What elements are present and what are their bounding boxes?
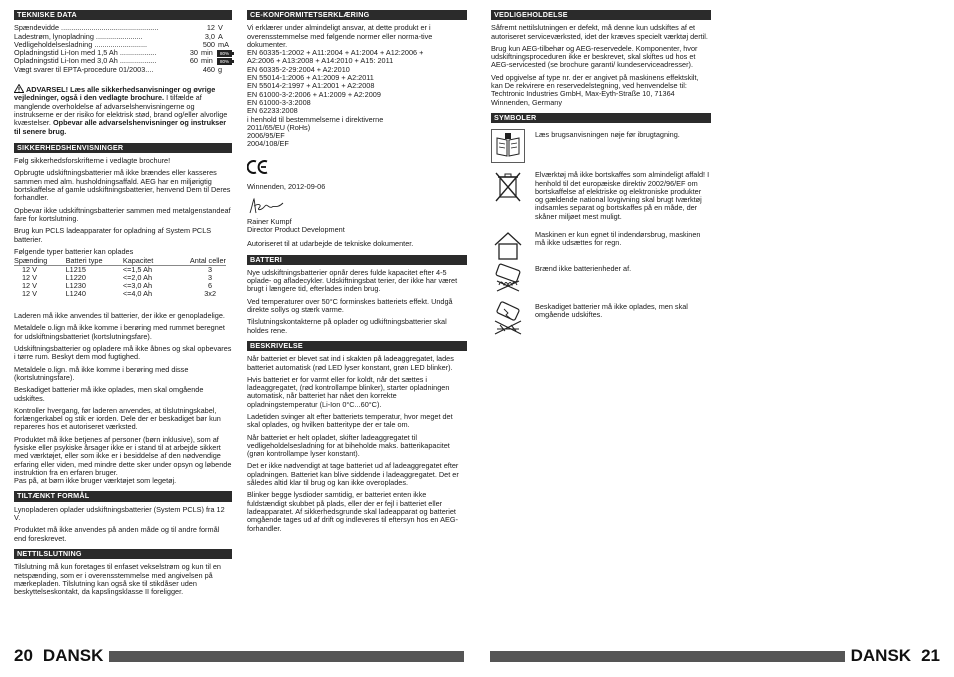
- safety-p1: Følg sikkerhedsforskrifterne i vedlagte brochure!: [14, 156, 171, 166]
- mains-p1: Tilslutning må kun foretages til enfaset vekselstrøm og kun til en netspænding, som er i overensstemmelse med angivelsen på mærkepladen. Tilslutning kan også ske til stikdåser uden beskyttelseskontakt, da kapslingsklasse II foreligger.: [14, 562, 221, 597]
- safety-p10: Beskadiget batterier må ikke oplades, men skal omgående udskiftes.: [14, 385, 204, 403]
- description-p3: Ladetiden svinger alt efter batteriets temperatur, hvor meget det skal oplades, og hvilken batteritype der er tale om.: [247, 411, 453, 430]
- ce-authorised: Autoriseret til at udarbejde de tekniske dokumenter.: [247, 239, 414, 249]
- table-header-row: Spænding Batteri type Kapacitet Antal celler: [14, 256, 226, 266]
- table-row: 12 V L1220 <=2,0 Ah 3: [22, 273, 212, 283]
- safety-p7: Metaldele o.lign må ikke komme i berøring med rummet beregnet for udskiftningsbatteriet (kortslutningsfare).: [14, 323, 225, 341]
- safety-p13: Pas på, at børn ikke bruger værktøjet som legetøj.: [14, 476, 177, 486]
- safety-p3: Opbevar ikke udskiftningsbatterier sammen med metalgenstandeaf fare for kortslutning.: [14, 205, 231, 223]
- crossed-bin-icon: [491, 169, 525, 203]
- damaged-battery-icon: [491, 301, 525, 335]
- description-header: BESKRIVELSE: [247, 341, 467, 351]
- language-label: DANSK: [42, 646, 104, 665]
- spec-row: Ladestrøm, lynopladning ....................... 3,0 A: [14, 31, 223, 41]
- middle-column: [247, 10, 467, 537]
- description-p2: Hvis batteriet er for varmt eller for koldt, når det sættes i ladeaggregatet, (rød kontrollampe blinker), starter opladningen automatisk, når batteriet har nået den korrekte opladningstemperatur (Li-Ion 0°C...60°C).: [247, 374, 450, 409]
- signature-image: [247, 197, 287, 215]
- safety-p6: Laderen må ikke anvendes til batterier, der ikke er genopladelige.: [14, 311, 225, 321]
- ce-place-date: Winnenden, 2012-09-06: [247, 182, 326, 192]
- language-label: DANSK: [850, 646, 912, 665]
- warning-triangle-icon: [14, 84, 24, 93]
- symbol-item: Elværktøj må ikke bortskaffes som almindeligt affald! I henhold til det europæiske direktiv 2002/96/EF om bortskaffelse af elektriske og elektroniske produkter og gældende national lovgivning skal brugt Iværktøj indsamles separat og bortskaffes på en måde, der skåner miljøet mest muligt.: [491, 169, 711, 221]
- symbol-item: Maskinen er kun egnet til indendørsbrug, maskinen må ikke udsættes for regn.: [491, 229, 711, 263]
- safety-p11: Kontroller hvergang, før laderen anvendes, at tilslutningskabel, forlængerkabel og stik er iorden. Dele der er beskadiget bør kun repareres hos et autoriseret værksted.: [14, 405, 221, 432]
- table-row: 12 V L1230 <=3,0 Ah 6: [22, 281, 212, 291]
- spec-row: Opladningstid Li-Ion med 3,0 Ah .................. 60 min 80%: [14, 57, 232, 65]
- mains-header: NETTILSLUTNING: [14, 549, 232, 559]
- footer-bar: [490, 651, 845, 662]
- safety-p2: Opbrugte udskiftningsbatterier må ikke brændes eller kasseres sammen med alm. husholdningsaffald. AEG har en miljørigtig bortskaffelse af gamle udskiftningsbatterier, henvend Dem til Deres forhandler.: [14, 168, 231, 203]
- right-column: [491, 10, 711, 339]
- battery-p1: Nye udskiftningsbatterier opnår deres fulde kapacitet efter 4-5 oplade- og afladecykler. Udskiftningsbat terier, der ikke har været brugt i længere tid, efterlades inden brug.: [247, 267, 458, 294]
- battery-p3: Tilslutningskontakterne på oplader og udkiftningsbatterier skal holdes rene.: [247, 317, 447, 335]
- description-p1: Når batteriet er blevet sat ind i skakten på ladeaggregatet, lades batteriet automatisk (rød LED lyser konstant, grøn LED blinker).: [247, 354, 454, 372]
- intended-p2: Produktet må ikke anvendes på anden måde og til andre formål end foreskrevet.: [14, 525, 220, 543]
- spec-row: Vedligeholdelsesladning .......................... 500 mA: [14, 39, 229, 49]
- symbols-header: SYMBOLER: [491, 113, 711, 123]
- table-row: 12 V L1215 <=1,5 Ah 3: [22, 265, 212, 275]
- warning-title: ADVARSEL! Læs alle sikkerhedsanvisninger og øvrige vejledninger, også i den vedlagte brochure.: [14, 85, 216, 103]
- maintenance-p3: Ved opgivelse af type nr. der er angivet på maskinens effektskilt, kan De rekvirere en reservedelstegning, ved henvendelse til: Techtronic Industries GmbH, Max-Eyth-Straße 10, 71364 Winnenden, Germany: [491, 72, 699, 107]
- safety-p8: Udskiftningsbatterier og opladere må ikke åbnes og skal opbevares i tørre rum. Beskyt dem mod fugtighed.: [14, 344, 232, 362]
- battery-80-icon: 80%: [217, 50, 232, 57]
- safety-p9: Metaldele o.lign. må ikke komme i berøring med disse (kortslutningsfare).: [14, 364, 189, 382]
- signer-name: Rainer Kumpf: [247, 216, 292, 226]
- page-number: 21: [921, 646, 940, 665]
- safety-p12: Produktet må ikke betjenes af personer (børn inklusive), som af fysiske eller psykiske årsager ikke er i stand til at arbejde sikkert med værktøjet, eller som ikke er i besiddelse af den nødvendige erfaring eller viden, med mindre dette sker under opsyn og løbende instruktion fra en erfaren bruger.: [14, 434, 232, 477]
- maintenance-p1: Såfremt nettilslutningen er defekt, må denne kun udskiftes af et autoriseret serviceværksted, idet der kræves specielt værktøj dertil.: [491, 23, 708, 41]
- book-icon: [491, 129, 525, 163]
- indoor-house-icon: [491, 229, 525, 263]
- footer-left: [14, 648, 464, 664]
- symbol-item: Beskadiget batterier må ikke oplades, men skal omgående udskiftes.: [491, 301, 711, 335]
- ce-mark: [247, 159, 467, 177]
- maintenance-p2: Brug kun AEG-tilbehør og AEG-reservedele. Komponenter, hvor udskiftningsproceduren ikke er beskrevet, skal skiftes ud hos et AEG-servicested (se brochure garanti/ kundeserviceadresser).: [491, 43, 698, 70]
- battery-p2: Ved temperaturer over 50°C forminskes batteriets effekt. Undgå direkte sollys og stærk varme.: [247, 296, 453, 315]
- description-p5: Det er ikke nødvendigt at tage batteriet ud af ladeaggregatet efter opladningen. Batteriet kan blive siddende i ladeaggregatet. Det er således altid klar til brug og kan ikke overoplades.: [247, 461, 459, 488]
- footer-right: [490, 648, 940, 664]
- no-burn-battery-icon: [491, 259, 525, 293]
- footer-bar: [109, 651, 464, 662]
- intended-use-header: TILTÆNKT FORMÅL: [14, 491, 232, 501]
- spec-row: Spændevidde ................................................ 12 V: [14, 23, 223, 33]
- page-number: 20: [14, 646, 33, 665]
- warning-body: I tilfælde af manglende overholdelse af advarselshenvisningerne og instrukserne er der risiko for elektrisk stød, brand og/eller alvorlige kvæstelser.: [14, 93, 228, 128]
- intended-p1: Lynopladeren oplader udskiftningsbatterier (System PCLS) fra 12 V.: [14, 504, 225, 523]
- description-p6: Blinker begge lysdioder samtidig, er batteriet enten ikke fuldstændigt skubbet på plads, eller der er fejl i batteriet eller ladeapparatet. Af sikkerhedsgrunde skal ladeapparat og batteriet omgående tages ud af drift og indleveres til eftersyn hos en AEG-forhandler.: [247, 490, 458, 533]
- battery-80-icon: 80%: [217, 58, 232, 65]
- signer-role: Director Product Development: [247, 224, 345, 234]
- battery-types-table: [14, 257, 226, 298]
- tech-data-header: TEKNISKE DATA: [14, 10, 232, 20]
- safety-header: SIKKERHEDSHENVISNINGER: [14, 143, 232, 153]
- spec-row: Opladningstid Li-Ion med 1,5 Ah .................. 30 min 80%: [14, 49, 232, 57]
- warning-keep: Opbevar alle advarselshenvisninger og instrukser til senere brug.: [14, 118, 227, 136]
- maintenance-header: VEDLIGEHOLDELSE: [491, 10, 711, 20]
- tech-data-list: [14, 24, 232, 74]
- left-column: [14, 10, 232, 600]
- battery-header: BATTERI: [247, 255, 467, 265]
- safety-p5: Følgende typer batterier kan oplades: [14, 246, 134, 256]
- symbol-item: Brænd ikke batterienheder af.: [491, 259, 711, 293]
- ce-intro: Vi erklærer under almindeligt ansvar, at dette produkt er i overensstemmelse med følgende normer eller norma-tive dokumenter.: [247, 23, 433, 49]
- ce-mark-icon: [247, 159, 269, 175]
- ce-header: CE-KONFORMITETSERKLÆRING: [247, 10, 467, 20]
- safety-p4: Brug kun PCLS ladeapparater for opladning af System PCLS batterier.: [14, 226, 212, 244]
- warning-paragraph: [14, 84, 232, 136]
- symbol-item: Læs brugsanvisningen nøje før ibrugtagning.: [491, 129, 711, 163]
- description-p4: Når batteriet er helt opladet, skifter ladeaggregatet til vedligeholdelsesladning for at biheholde maks. batterikapacitet (grøn kontrollampe lyser konstant).: [247, 432, 450, 459]
- table-row: 12 V L1240 <=4,0 Ah 3x2: [22, 289, 216, 299]
- spec-row: Vægt svarer til EPTA-procedure 01/2003.... 460 g: [14, 64, 223, 74]
- ce-standards: EN 60335-1:2002 + A11:2004 + A1:2004 + A12:2006 + A2:2006 + A13:2008 + A14:2010 + A15: 2011 EN 60335-2-29:2004 + A2:2010 EN 55014-1:2006 + A1:2009 + A2:2011 EN 55014-2:1997 + A1:2001 + A2:2008 EN 61000-3-2:2006 + A1:2009 + A2:2009 EN 61000-3-3:2008 EN 62233:2008 i henhold til bestemmelserne i direktiverne 2011/65/EU (RoHs) 2006/95/EF 2004/108/EF: [247, 48, 424, 149]
